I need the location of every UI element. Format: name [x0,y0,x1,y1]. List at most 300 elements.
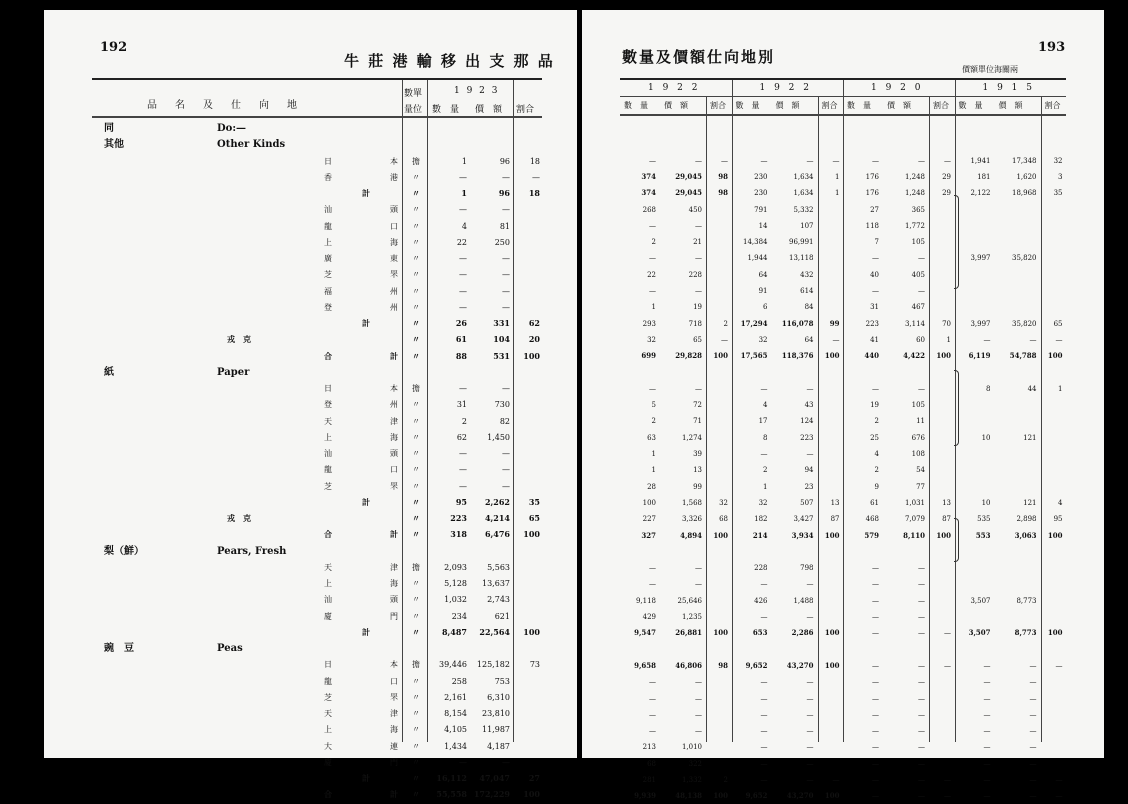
left-page [44,10,577,800]
val-cell: 1,332 [681,776,702,784]
unit-cell: 〃 [412,254,420,263]
table-row [92,136,542,153]
value-cell: 4,187 [487,741,510,751]
qty-cell: 14 [758,221,768,230]
table-row [92,315,542,332]
unit-cell: 〃 [412,741,420,751]
table-row [92,283,542,300]
val-cell: — [918,254,925,263]
unit-cell: 〃 [412,709,420,718]
qty-cell: 9 [874,482,879,491]
val-cell: — [695,580,702,589]
val-cell: — [806,743,814,752]
pct-cell: 2 [723,776,728,784]
table-row [92,201,542,218]
header-year: 1 9 2 3 [454,86,500,96]
pct-cell: 100 [713,351,728,361]
val-cell: 2,898 [1016,515,1037,524]
qty-cell: 19 [870,401,879,410]
qty-cell: — [983,710,991,719]
qty-cell: 1 [651,303,656,312]
table-row [620,185,1066,201]
val-cell: — [806,156,814,165]
destination-last-char: 州 [390,286,398,296]
qty-cell: — [872,580,879,589]
brace-3 [954,518,959,562]
val-cell: 43 [804,401,814,410]
category-label: 其他 [104,139,124,151]
percent-cell: — [532,172,540,182]
qty-cell: 32 [647,335,656,344]
unit-cell: 擔 [412,562,420,572]
year-header: 1 9 2 0 [871,83,924,93]
val-cell: 1,235 [681,613,702,621]
table-row [620,593,1066,609]
qty-cell: — [872,629,879,638]
quantity-cell: — [459,302,467,312]
quantity-cell: — [459,270,467,280]
val-cell: — [1029,694,1037,703]
val-cell: 71 [693,417,702,426]
qty-cell: — [983,776,991,784]
table-row [92,575,542,592]
quantity-cell: 95 [455,496,467,507]
destination-first-char: 香 [324,172,332,182]
unit-cell: 〃 [412,286,420,296]
destination-last-char: 本 [390,384,398,393]
destination-last-char: 州 [390,400,398,410]
qty-cell: 2 [763,466,768,475]
qty-cell: 63 [647,433,656,442]
unit-cell: 〃 [412,529,420,540]
english-label: Pears, Fresh [217,545,287,557]
val-cell: 13 [693,466,702,475]
qty-cell: 41 [870,335,879,344]
val-cell: — [918,727,925,736]
unit-cell: 〃 [412,188,420,198]
pct-cell: 98 [718,660,728,670]
val-cell: — [918,580,925,589]
qty-cell: 22 [647,270,656,279]
value-cell: 5,563 [487,562,510,572]
qty-cell: 426 [754,596,768,605]
quantity-cell: 39,446 [439,660,467,670]
val-cell: 77 [916,482,925,491]
value-cell: 753 [494,676,510,686]
qty-cell: 61 [870,498,879,507]
qty-cell: — [872,727,879,736]
val-cell: — [1029,776,1037,784]
brace-1 [954,195,959,289]
qty-cell: 3,507 [970,596,991,605]
val-cell: — [806,776,814,784]
qty-cell: 2 [874,417,879,426]
category-label: 同 [104,123,114,134]
qty-cell: 6,119 [968,351,991,361]
percent-cell: 18 [528,188,540,198]
val-cell: — [1029,678,1037,687]
quantity-cell: — [459,757,467,767]
destination-last-char: 計 [390,529,398,540]
table-row [620,136,1066,152]
percent-cell: 100 [523,789,540,800]
val-cell: — [1029,710,1037,719]
destination-first-char: 日 [324,156,332,166]
qty-cell: — [872,678,879,687]
qty-cell: 25 [870,433,879,442]
table-row [92,721,542,738]
qty-cell: — [760,710,768,719]
table-row [92,526,542,543]
brace-2 [954,370,959,446]
val-cell: 223 [800,433,814,442]
destination-last-char: 東 [390,254,398,263]
qty-cell: — [760,580,768,589]
val-cell: 507 [800,498,814,507]
table-row [92,234,542,251]
pct-cell: 100 [713,628,728,638]
quantity-cell: — [459,481,467,491]
pct-cell: 100 [824,530,840,540]
pct-cell: 100 [936,530,951,540]
pct-cell: — [832,335,840,344]
qty-cell: — [983,743,991,752]
unit-cell: 〃 [412,789,420,800]
pct-cell: 99 [829,318,840,328]
year-header: 1 9 2 2 [648,83,701,93]
val-cell: — [918,776,925,784]
val-cell: — [918,156,925,165]
left-table [92,78,542,800]
qty-cell: — [649,287,656,295]
destination-last-char: 計 [362,496,370,507]
val-cell: — [918,678,925,687]
val-cell: 718 [688,319,702,328]
destination-last-char: 計 [362,626,370,637]
pct-header: 割合 [933,101,949,110]
destination-first-char: 汕 [324,205,332,215]
destination-first-char: 登 [324,400,332,410]
table-row [620,234,1066,250]
table-row [620,479,1066,495]
table-row [92,153,542,170]
val-cell: — [918,596,925,605]
qty-cell: — [649,710,656,719]
destination-last-char: 本 [390,156,398,166]
val-cell: — [695,221,702,230]
table-row [92,413,542,430]
page-number-right: 193 [1038,40,1066,55]
pct-cell: 100 [936,351,951,361]
page-title-right: 數量及價額仕向地別 [622,48,776,66]
val-cell: 44 [1027,384,1037,393]
qty-cell: — [872,694,879,703]
value-cell: — [502,757,510,767]
qty-cell: 468 [865,515,879,524]
table-row [92,461,542,478]
unit-cell: 〃 [412,318,420,328]
quantity-cell: 88 [455,350,467,361]
qty-cell: 17,565 [740,351,768,361]
pct-cell: 100 [1047,628,1063,638]
table-row [620,397,1066,413]
qty-cell: — [872,776,879,784]
qty-cell: 2 [651,417,656,426]
qty-cell: — [760,384,768,393]
header-val: 價 額 [475,105,503,115]
qty-cell: 32 [758,498,768,507]
val-cell: 25,646 [677,596,702,605]
destination-last-char: 門 [390,757,398,767]
val-cell: 1,568 [681,498,702,507]
table-row [620,576,1066,592]
header-unit-bottom: 量位 [404,105,423,115]
val-cell: — [695,564,702,573]
val-cell: 1,248 [904,172,925,181]
qty-cell: 2 [874,466,879,475]
val-cell: — [695,678,702,687]
val-cell: — [918,694,925,703]
val-cell: 614 [800,287,814,295]
val-cell: 94 [804,466,814,475]
qty-cell: — [649,384,656,393]
unit-cell: 〃 [412,579,420,588]
quantity-cell: 223 [450,513,467,523]
qty-cell: — [983,661,991,670]
category-label: 紙 [104,366,114,378]
qty-cell: 2 [651,238,656,247]
val-cell: — [806,613,814,621]
val-cell: 13,118 [789,254,814,263]
qty-cell: 91 [758,287,768,295]
quantity-cell: 5,128 [444,579,467,588]
pct-cell: — [944,629,951,638]
pct-cell: — [1055,776,1063,784]
qty-cell: — [872,596,879,605]
val-cell: 84 [804,303,814,312]
val-cell: 432 [800,270,814,279]
unit-cell: 〃 [412,595,420,605]
pct-cell: 13 [830,498,840,507]
destination-last-char: 計 [362,318,370,328]
val-cell: 43,270 [786,660,814,670]
junk-label: 戎 克 [227,513,251,523]
pct-cell: — [1055,661,1063,670]
pct-cell: 1 [835,172,840,181]
value-cell: 6,310 [487,692,510,702]
val-cell: 4,422 [903,351,925,361]
pct-cell: 35 [1053,189,1063,198]
destination-last-char: 連 [390,741,398,751]
destination-first-char: 上 [324,579,332,588]
pct-cell: 3 [1058,172,1063,181]
val-cell: 65 [693,335,702,344]
pct-cell: — [1055,335,1063,344]
value-cell: 621 [494,611,510,621]
val-cell: — [695,694,702,703]
quantity-cell: 1 [461,156,467,166]
pct-cell: 32 [719,498,728,507]
qty-cell: — [760,743,768,752]
table-row [620,120,1066,136]
val-cell: — [1029,661,1037,670]
qty-cell: — [983,727,991,736]
header-pct: 割合 [516,105,535,115]
table-row [620,316,1066,332]
header-item: 品 名 及 仕 向 地 [147,100,301,111]
unit-cell: 擔 [412,660,420,670]
destination-last-char: 口 [390,676,398,686]
qty-cell: — [649,156,656,165]
unit-cell: 〃 [412,773,420,783]
value-cell: 730 [494,400,510,410]
table-row [92,754,542,771]
destination-last-char: 罘 [390,481,398,491]
val-cell: — [695,384,702,393]
table-row [620,430,1066,446]
qty-cell: 230 [754,172,768,181]
quantity-cell: 318 [450,529,467,540]
destination-last-char: 頭 [390,205,398,215]
table-row [620,283,1066,299]
pct-cell: 13 [942,498,951,507]
quantity-cell: — [459,172,467,182]
percent-cell: 62 [528,318,540,328]
destination-first-char: 日 [324,660,332,670]
qty-cell: 28 [647,482,656,491]
pct-cell: 32 [1053,156,1063,165]
qty-cell: 100 [642,498,656,507]
table-row [92,673,542,690]
destination-last-char: 罘 [390,692,398,702]
english-label: Other Kinds [217,139,286,151]
qty-cell: — [872,792,879,801]
val-cell: 39 [693,450,702,458]
val-cell: — [695,254,702,263]
val-cell: 11 [916,417,925,426]
unit-cell: 〃 [412,449,420,458]
destination-first-char: 合 [324,789,332,800]
english-label: Paper [217,366,250,378]
destination-first-char: 登 [324,302,332,312]
val-cell: 676 [911,433,925,442]
val-cell: 29,045 [675,188,702,198]
header-qty: 數 量 [432,105,460,115]
table-row [620,446,1066,462]
val-cell: 365 [911,205,925,214]
table-row [92,478,542,495]
qty-cell: — [760,450,768,458]
qty-cell: 10 [981,433,991,442]
qty-cell: 213 [642,743,656,752]
qty-cell: 4 [874,450,879,458]
destination-last-char: 門 [390,611,398,621]
destination-first-char: 天 [324,709,332,718]
val-cell: 54,788 [1009,351,1037,361]
table-row [620,788,1066,804]
table-row [92,185,542,202]
destination-last-char: 港 [390,172,398,182]
qty-cell: 223 [865,319,879,328]
qty-cell: — [872,156,879,165]
quantity-cell: 8,487 [441,626,467,637]
pct-cell: 100 [824,351,840,361]
qty-cell: — [983,759,991,768]
table-row [92,656,542,673]
quantity-cell: 16,112 [436,773,467,783]
value-cell: — [502,449,510,458]
val-cell: — [695,156,702,165]
pct-cell: 100 [824,791,840,801]
pct-cell: 100 [1047,351,1063,361]
quantity-cell: 2,161 [444,692,467,702]
table-row [92,689,542,706]
qty-cell: 4 [763,401,768,410]
val-cell: — [1029,759,1037,768]
table-row [620,348,1066,364]
table-row [92,705,542,722]
table-row [620,511,1066,527]
qty-cell: — [760,759,768,768]
table-row [620,528,1066,544]
qty-cell: — [649,254,656,263]
table-row [92,331,542,348]
val-cell: — [806,710,814,719]
val-cell: 64 [804,335,814,344]
quantity-cell: 8,154 [444,709,467,718]
qty-cell: 182 [754,515,768,524]
pct-cell: 68 [719,515,728,524]
qty-cell: 653 [752,628,768,638]
val-cell: — [1029,335,1037,344]
unit-cell: 〃 [412,757,420,767]
qty-cell: — [983,335,991,344]
table-row [620,756,1066,772]
table-row [92,510,542,527]
val-cell: 43,270 [786,791,814,801]
val-cell: 1,274 [681,433,702,442]
percent-cell: 100 [523,350,540,361]
destination-last-char: 罘 [390,270,398,280]
qty-cell: 553 [975,530,991,540]
qty-cell: 8 [763,433,768,442]
qty-cell: — [983,792,991,801]
quantity-cell: — [459,254,467,263]
qty-cell: — [872,710,879,719]
destination-last-char: 頭 [390,449,398,458]
pct-cell: 70 [942,319,951,328]
val-cell: 1,634 [793,189,814,198]
qty-cell: — [872,661,879,670]
table-row [92,786,542,803]
destination-last-char: 口 [390,465,398,475]
unit-cell: 〃 [412,465,420,475]
table-row [92,396,542,413]
val-cell: — [918,287,925,295]
destination-last-char: 海 [390,725,398,735]
pct-cell: 29 [942,172,951,181]
table-row [620,381,1066,397]
value-cell: — [502,481,510,491]
qty-cell: — [983,678,991,687]
destination-first-char: 廣 [324,254,332,263]
qty-cell: — [649,580,656,589]
qty-cell: 176 [865,172,879,181]
qty-cell: 2,122 [970,189,991,198]
destination-first-char: 大 [324,741,332,751]
pct-cell: — [832,776,840,784]
value-cell: 47,047 [479,773,510,783]
